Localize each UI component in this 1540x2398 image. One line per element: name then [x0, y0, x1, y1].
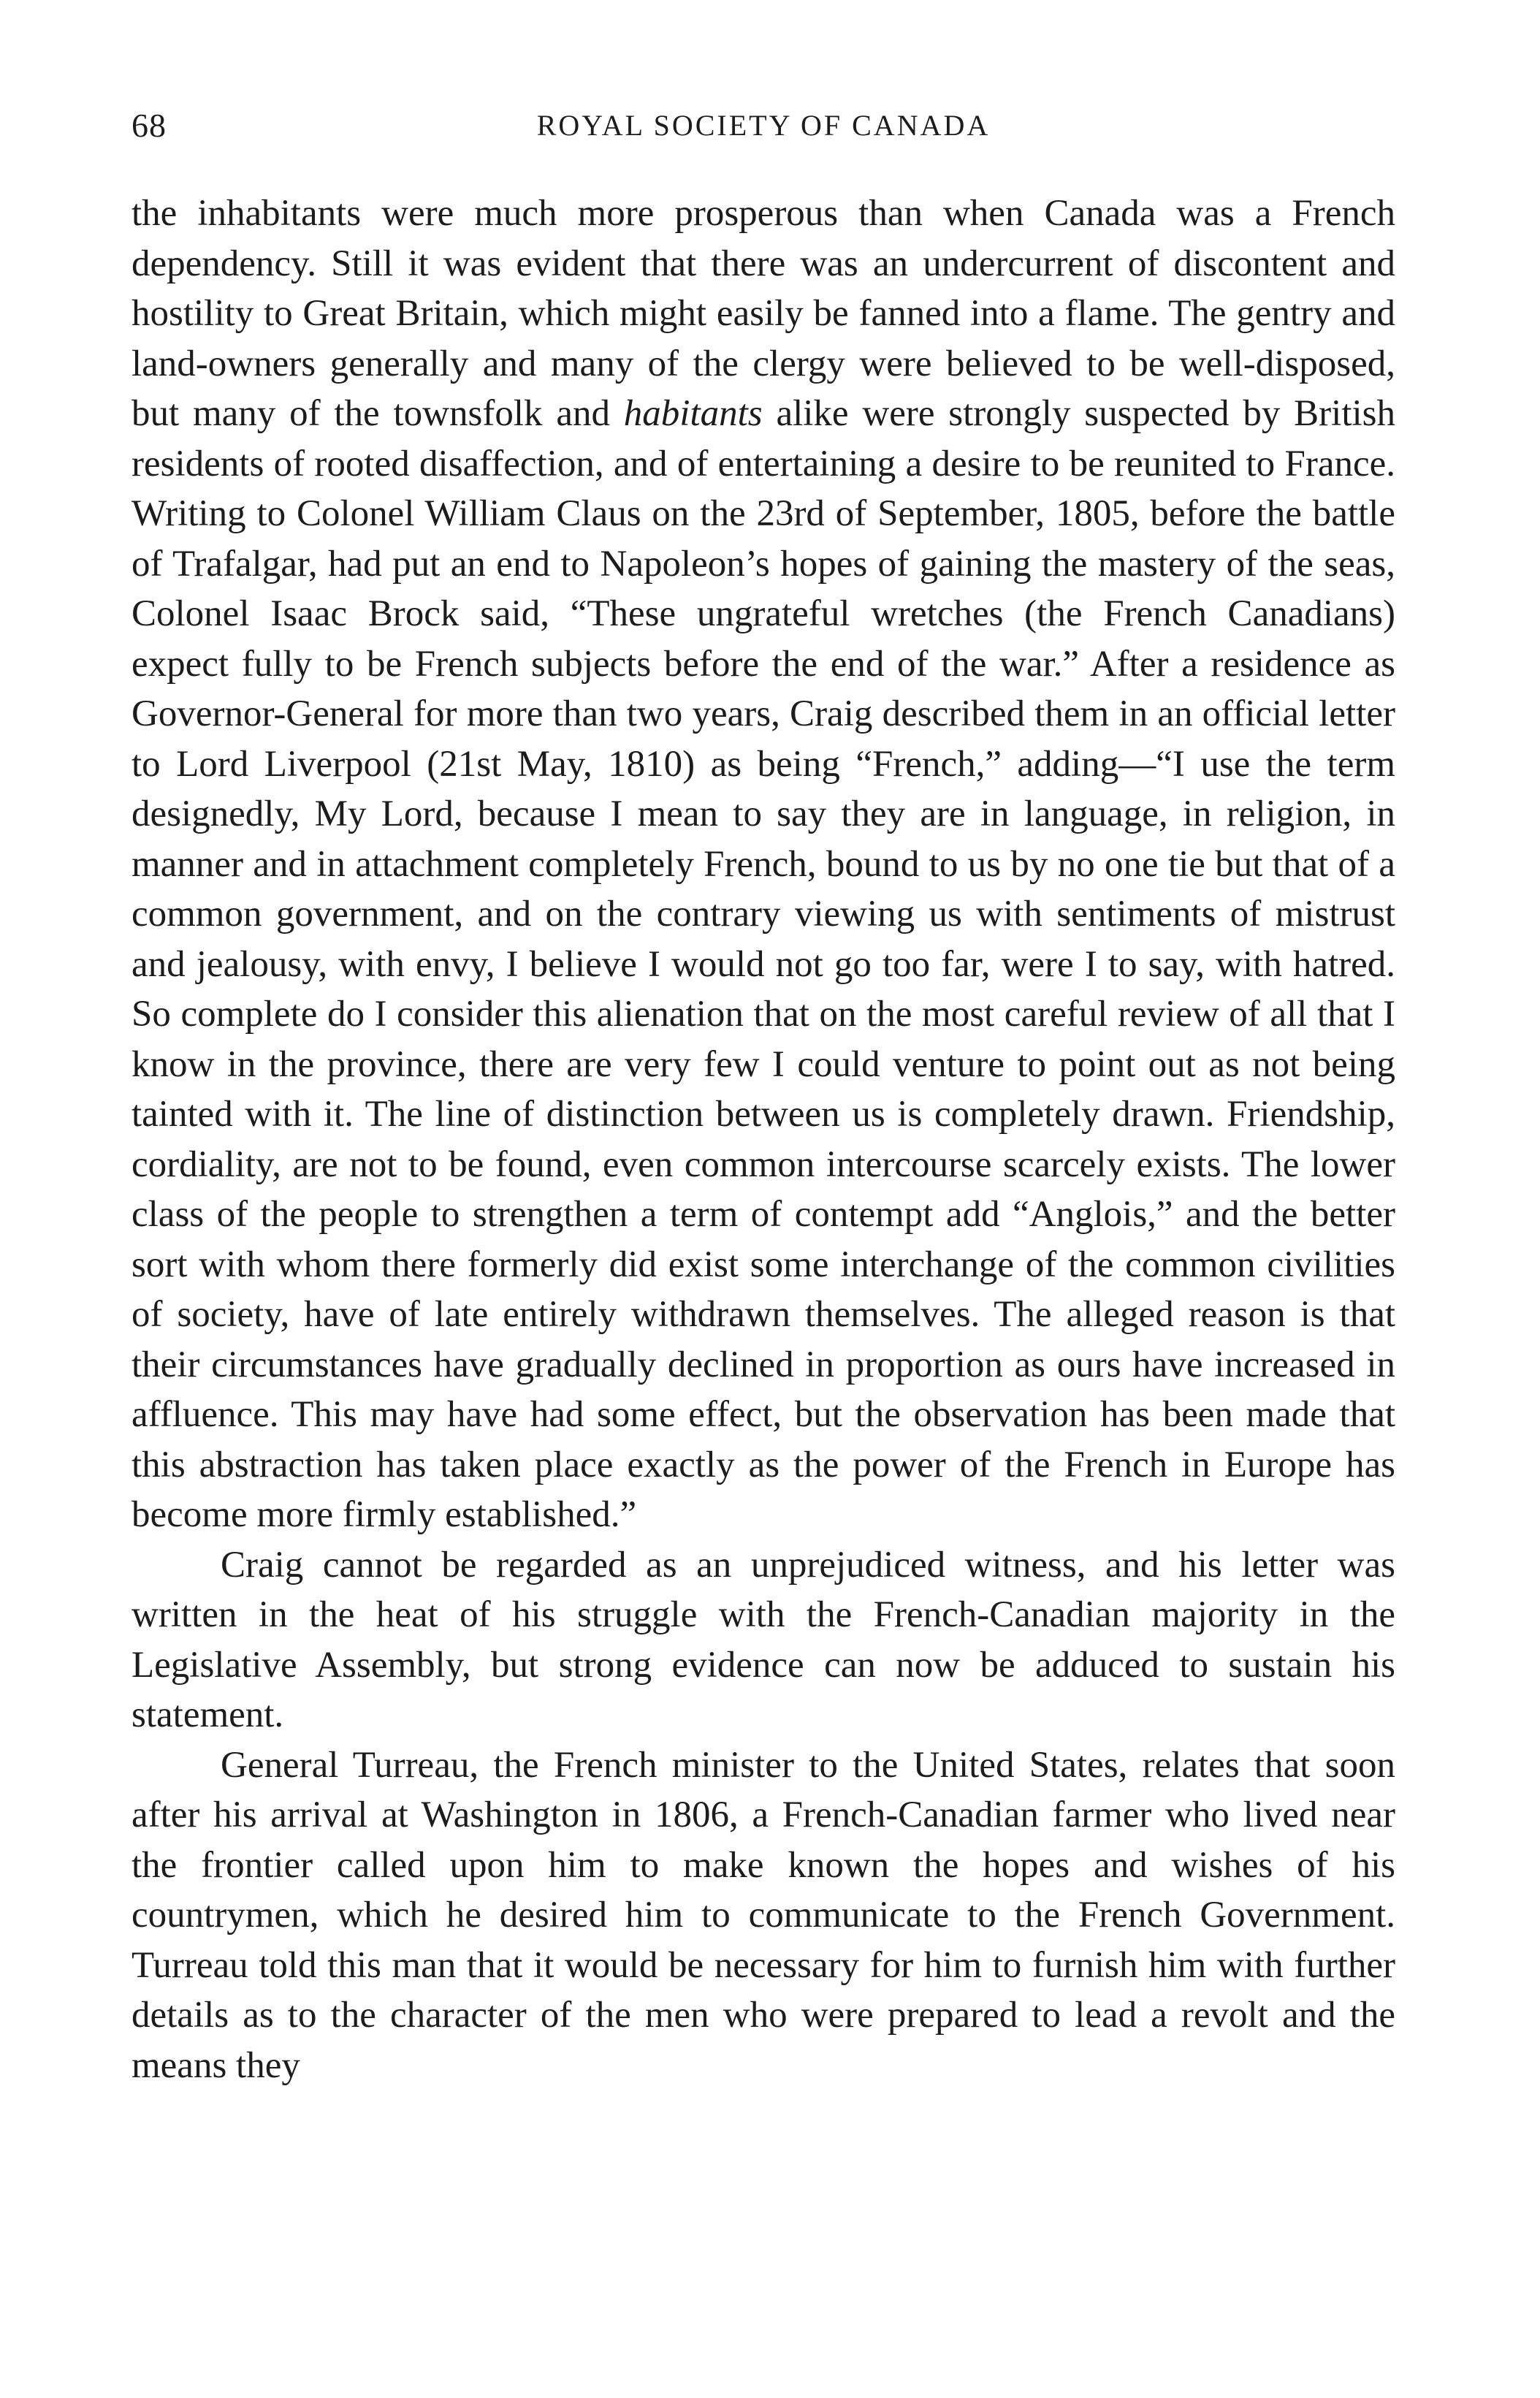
paragraph-2: Craig cannot be regarded as an unprejudiced witness, and his letter was written in the heat of his struggle with the French-Canadian majority in the Legislative Assembly, but strong evidence can now be adduced to sustain his statement. [131, 1544, 1395, 1735]
page-number: 68 [131, 107, 167, 144]
running-head [131, 104, 1395, 148]
paragraph-1-text-a: the inhabitants were much more prosperous than when Canada was a French dependency. Still it was evident that there was an undercurrent of discontent and hostility to Great Britain, which might easily be fanned into a flame. The gentry and land-owners generally and many of the clergy were believed to be well-disposed, but many of the townsfolk and [131, 193, 1395, 434]
paragraph-1 [131, 189, 1395, 1540]
paragraph-3: General Turreau, the French minister to the United States, relates that soon after his arrival at Washington in 1806, a French-Canadian farmer who lived near the frontier called upon him to make known the hopes and wishes of his countrymen, which he desired him to communicate to the French Government. Turreau told this man that it would be necessary for him to furnish him with further details as to the character of the men who were prepared to lead a revolt and the means they [131, 1744, 1395, 2086]
paragraph-1-text-b: alike were strongly suspected by British residents of rooted disaffection, and of entertaining a desire to be reunited to France. Writing to Colonel William Claus on the 23rd of September, 1805, before the battle of Trafalgar, had put an end to Napoleon’s hopes of gaining the mastery of the seas, Colonel Isaac Brock said, “These ungrateful wretches (the French Canadians) expect fully to be French subjects before the end of the war.” After a residence as Governor-General for more than two years, Craig described them in an official letter to Lord Liverpool (21st May, 1810) as being “French,” adding—“I use the term designedly, My Lord, because I mean to say they are in language, in religion, in manner and in attachment completely French, bound to us by no one tie but that of a common government, and on the contrary viewing us with sentiments of mistrust and jealousy, with envy, I believe I would not go too far, were I to say, with hatred. So complete do I consider this alienation that on the most careful review of all that I know in the province, there are very few I could venture to point out as not being tainted with it. The line of distinction between us is completely drawn. Friendship, cordiality, are not to be found, even common intercourse scarcely exists. The lower class of the people to strengthen a term of contempt add “Anglois,” and the better sort with whom there formerly did exist some interchange of the common civilities of society, have of late entirely withdrawn themselves. The alleged reason is that their circumstances have gradually declined in proportion as ours have increased in affluence. This may have had some effect, but the observation has been made that this abstraction has taken place exactly as the power of the French in Europe has become more firmly established.” [131, 393, 1396, 1535]
habitants-term: habitants [623, 393, 763, 434]
body-text [131, 189, 1395, 2090]
running-title: ROYAL SOCIETY OF CANADA [536, 109, 991, 142]
